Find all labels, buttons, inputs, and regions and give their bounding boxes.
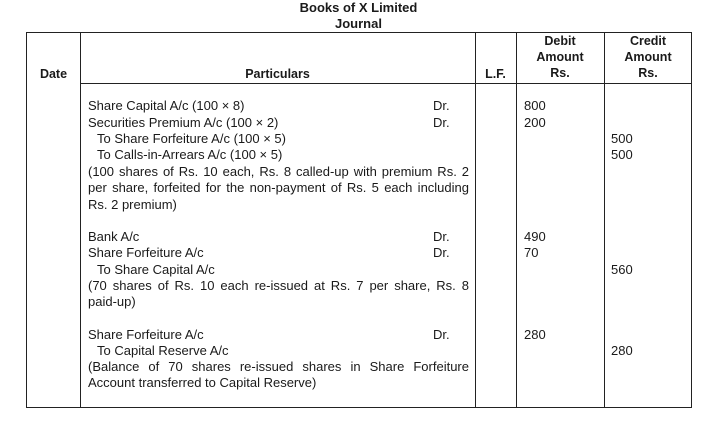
header-debit-line: Debit bbox=[544, 34, 576, 48]
column-divider bbox=[475, 33, 476, 407]
header-underline bbox=[516, 83, 604, 84]
header-credit-line: Rs. bbox=[638, 66, 658, 80]
journal-table bbox=[26, 32, 692, 408]
document-subtitle: Journal bbox=[335, 16, 382, 31]
header-lf: L.F. bbox=[485, 67, 506, 81]
debit-amount: 490 bbox=[524, 229, 546, 244]
header-date: Date bbox=[39, 67, 68, 81]
narration: (100 shares of Rs. 10 each, Rs. 8 called-up with premium Rs. 2 per share, forfeited for the non-payment of Rs. 5 each including Rs. 2 premium) bbox=[88, 164, 469, 212]
narration: (Balance of 70 shares re-issued shares in Share Forfeiture Account transferred to Capital Reserve) bbox=[88, 359, 469, 391]
debit-amount: 800 bbox=[524, 98, 546, 113]
particular-line: To Share Capital A/c bbox=[97, 262, 215, 277]
debit-amount: 280 bbox=[524, 327, 546, 342]
header-debit-line: Rs. bbox=[550, 66, 570, 80]
header-underline bbox=[80, 83, 475, 84]
header-particulars: Particulars bbox=[245, 67, 310, 81]
dr-marker: Dr. bbox=[433, 115, 450, 130]
narration: (70 shares of Rs. 10 each re-issued at Rs. 7 per share, Rs. 8 paid-up) bbox=[88, 278, 469, 310]
dr-marker: Dr. bbox=[433, 327, 450, 342]
debit-amount: 70 bbox=[524, 245, 539, 260]
particular-line: Share Forfeiture A/c bbox=[88, 327, 204, 342]
credit-amount: 500 bbox=[611, 147, 633, 162]
particular-line: Bank A/c bbox=[88, 229, 140, 244]
header-credit-line: Credit bbox=[629, 34, 667, 48]
particular-line: Share Forfeiture A/c bbox=[88, 245, 204, 260]
document-title: Books of X Limited bbox=[299, 0, 418, 15]
dr-marker: Dr. bbox=[433, 229, 450, 244]
credit-amount: 500 bbox=[611, 131, 633, 146]
header-credit bbox=[604, 33, 692, 81]
header-underline bbox=[604, 83, 692, 84]
particular-line: To Capital Reserve A/c bbox=[97, 343, 229, 358]
credit-amount: 560 bbox=[611, 262, 633, 277]
header-debit-line: Amount bbox=[536, 50, 584, 64]
column-divider bbox=[516, 33, 517, 407]
header-credit-line: Amount bbox=[624, 50, 672, 64]
header-underline bbox=[475, 83, 516, 84]
particular-line: To Share Forfeiture A/c (100 × 5) bbox=[97, 131, 286, 146]
particular-line: To Calls-in-Arrears A/c (100 × 5) bbox=[97, 147, 283, 162]
dr-marker: Dr. bbox=[433, 98, 450, 113]
particular-line: Share Capital A/c (100 × 8) bbox=[88, 98, 245, 113]
column-divider bbox=[80, 33, 81, 407]
credit-amount: 280 bbox=[611, 343, 633, 358]
debit-amount: 200 bbox=[524, 115, 546, 130]
column-divider bbox=[604, 33, 605, 407]
header-debit bbox=[516, 33, 604, 81]
dr-marker: Dr. bbox=[433, 245, 450, 260]
particular-line: Securities Premium A/c (100 × 2) bbox=[88, 115, 279, 130]
